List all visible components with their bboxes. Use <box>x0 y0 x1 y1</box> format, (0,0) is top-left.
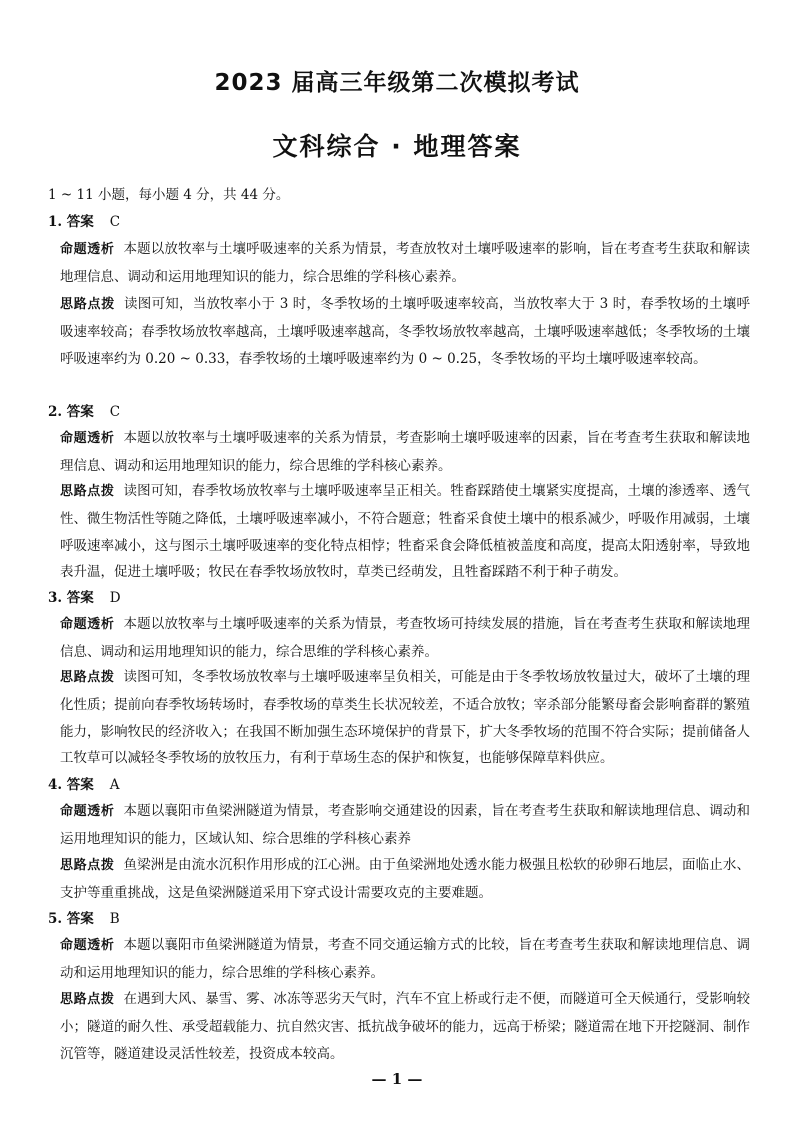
analysis-text: 本题以襄阳市鱼梁洲隧道为情景，考查不同交通运输方式的比较，旨在考查考生获取和解读地理信息、调动和运用地理知识的能力，综合思维的学科核心素养。 <box>60 937 750 981</box>
hint-label: 思路点拨 <box>60 670 115 685</box>
question-1-analysis <box>60 236 750 291</box>
analysis-label: 命题透析 <box>60 804 115 819</box>
question-5-number: 5. 答案 <box>48 911 94 927</box>
question-2-analysis <box>60 425 750 480</box>
analysis-text: 本题以放牧率与土壤呼吸速率的关系为情景，考查牧场可持续发展的措施，旨在考查考生获取和解读地理信息、调动和运用地理知识的能力，综合思维的学科核心素养。 <box>60 616 750 660</box>
question-5-hint <box>60 986 750 1067</box>
hint-label: 思路点拨 <box>60 484 115 499</box>
question-4-answer: A <box>109 777 120 793</box>
question-1-hint <box>60 291 750 372</box>
question-4-analysis <box>60 798 750 853</box>
hint-text: 读图可知，当放牧率小于 3 时，冬季牧场的土壤呼吸速率较高，当放牧率大于 3 时，春季牧场的土壤呼吸速率较高；春季牧场放牧率越高，土壤呼吸速率越高，冬季牧场放牧率越高，土壤呼吸速率越低；冬季牧场的土壤呼吸速率约为 0.20 ~ 0.33，春季牧场的土壤呼吸速率约为 0 ~ 0.25，冬季牧场的平均土壤呼吸速率较高。 <box>60 296 750 367</box>
question-3-analysis <box>60 611 750 666</box>
hint-text: 在遇到大风、暴雪、雾、冰冻等恶劣天气时，汽车不宜上桥或行走不便，而隧道可全天候通行，受影响较小；隧道的耐久性、承受超载能力、抗自然灾害、抵抗战争破坏的能力，远高于桥梁；隧道需在地下开挖隧洞、制作沉管等，隧道建设灵活性较差，投资成本较高。 <box>60 991 750 1062</box>
question-4-header <box>48 775 120 795</box>
question-5-answer: B <box>109 911 120 927</box>
question-3-header <box>48 588 121 608</box>
question-3-answer: D <box>109 590 121 606</box>
question-1-number: 1. 答案 <box>48 214 94 230</box>
question-4-hint <box>60 852 750 907</box>
question-1-header <box>48 212 120 232</box>
question-3-number: 3. 答案 <box>48 590 94 606</box>
question-2-answer: C <box>109 404 121 420</box>
question-1-answer: C <box>109 214 121 230</box>
analysis-label: 命题透析 <box>60 242 115 257</box>
section-intro: 1 ~ 11 小题，每小题 4 分，共 44 分。 <box>48 187 290 203</box>
question-5-header <box>48 909 120 929</box>
question-5-analysis <box>60 932 750 987</box>
page-number: — 1 — <box>371 1070 423 1088</box>
analysis-label: 命题透析 <box>60 938 115 953</box>
question-2-header <box>48 402 120 422</box>
question-3-hint <box>60 664 750 772</box>
analysis-label: 命题透析 <box>60 617 115 632</box>
analysis-label: 命题透析 <box>60 431 115 446</box>
hint-text: 鱼梁洲是由流水沉积作用形成的江心洲。由于鱼梁洲地处透水能力极强且松软的砂卵石地层，面临止水、支护等重重挑战，这是鱼梁洲隧道采用下穿式设计需要攻克的主要难题。 <box>60 857 750 901</box>
analysis-text: 本题以放牧率与土壤呼吸速率的关系为情景，考查放牧对土壤呼吸速率的影响，旨在考查考生获取和解读地理信息、调动和运用地理知识的能力，综合思维的学科核心素养。 <box>60 241 750 285</box>
analysis-text: 本题以放牧率与土壤呼吸速率的关系为情景，考查影响土壤呼吸速率的因素，旨在考查考生获取和解读地理信息、调动和运用地理知识的能力，综合思维的学科核心素养。 <box>60 430 750 474</box>
analysis-text: 本题以襄阳市鱼梁洲隧道为情景，考查影响交通建设的因素，旨在考查考生获取和解读地理信息、调动和运用地理知识的能力，区域认知、综合思维的学科核心素养 <box>60 803 750 847</box>
exam-subtitle: 文科综合 · 地理答案 <box>272 132 522 161</box>
question-2-number: 2. 答案 <box>48 404 94 420</box>
hint-label: 思路点拨 <box>60 992 115 1007</box>
exam-title: 2023 届高三年级第二次模拟考试 <box>214 70 580 96</box>
question-4-number: 4. 答案 <box>48 777 94 793</box>
hint-label: 思路点拨 <box>60 858 115 873</box>
question-2-hint <box>60 478 750 586</box>
hint-text: 读图可知，春季牧场放牧率与土壤呼吸速率呈正相关。牲畜踩踏使土壤紧实度提高，土壤的渗透率、透气性、微生物活性等随之降低，土壤呼吸速率减小，不符合题意；牲畜采食使土壤中的根系减少，呼吸作用减弱，土壤呼吸速率减小，这与图示土壤呼吸速率的变化特点相悖；牲畜采食会降低植被盖度和高度，提高太阳透射率，导致地表升温，促进土壤呼吸；牧民在春季牧场放牧时，草类已经萌发，且牲畜踩踏不利于种子萌发。 <box>60 483 750 581</box>
hint-text: 读图可知，冬季牧场放牧率与土壤呼吸速率呈负相关，可能是由于冬季牧场放牧量过大，破坏了土壤的理化性质；提前向春季牧场转场时，春季牧场的草类生长状况较差，不适合放牧；宰杀部分能繁母畜会影响畜群的繁殖能力，影响牧民的经济收入；在我国不断加强生态环境保护的背景下，扩大冬季牧场的范围不符合实际；提前储备人工牧草可以减轻冬季牧场的放牧压力，有利于草场生态的保护和恢复，也能够保障草料供应。 <box>60 669 750 767</box>
hint-label: 思路点拨 <box>60 297 115 312</box>
